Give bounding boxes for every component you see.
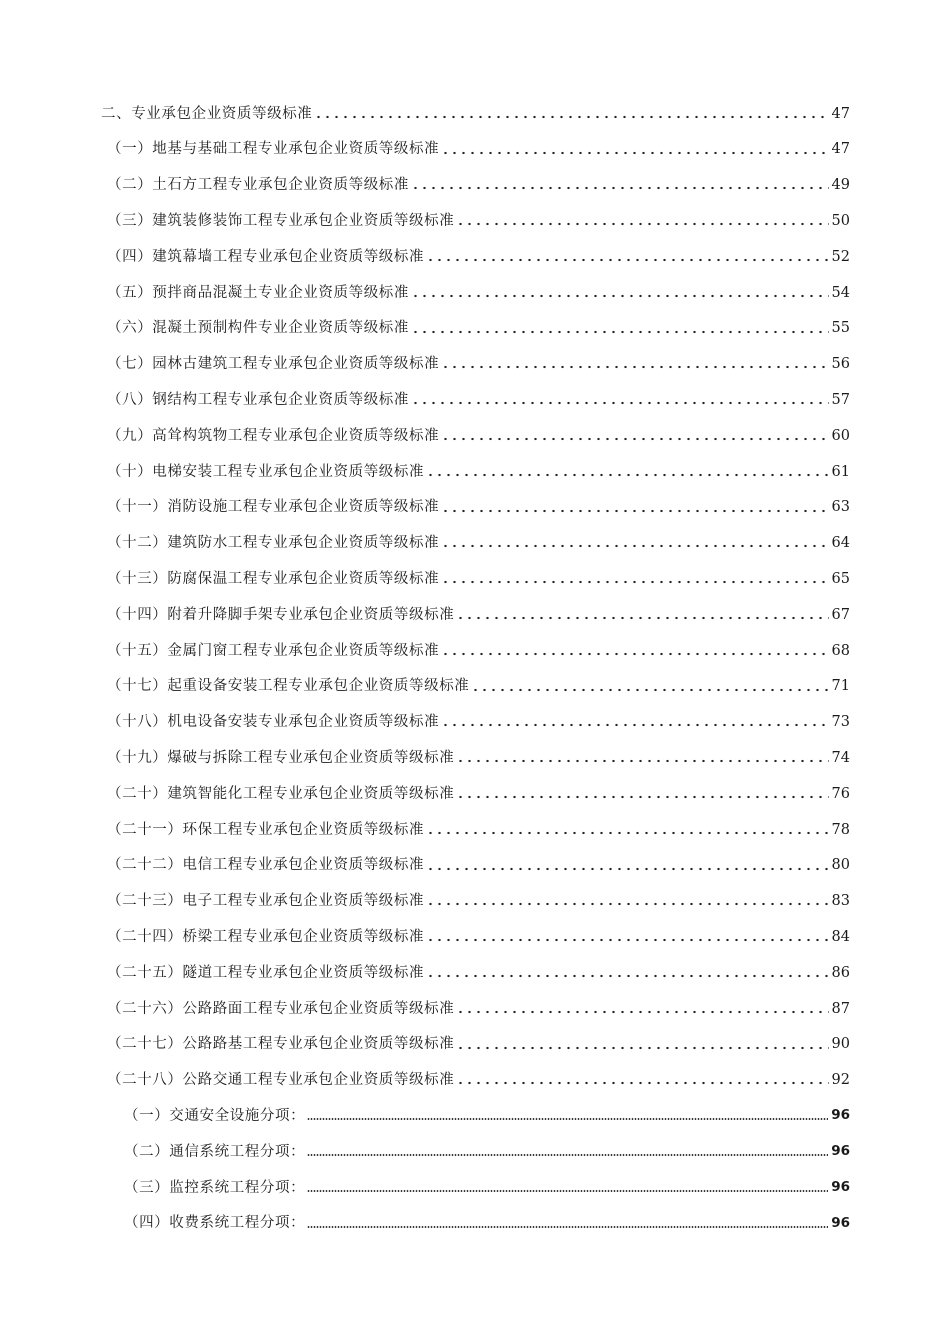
toc-entry-page-number: 64 (831, 535, 850, 552)
toc-entry-page-number: 87 (831, 1000, 850, 1017)
dot-leader (426, 468, 828, 482)
table-of-contents (0, 96, 950, 1242)
toc-entry-page-number: 86 (831, 964, 850, 981)
dot-leader (307, 1112, 828, 1126)
toc-entry[interactable] (0, 955, 950, 991)
toc-entry-page-number: 55 (831, 320, 850, 337)
toc-entry-title: （二十六）公路路面工程专业承包企业资质等级标准 (107, 1000, 455, 1017)
toc-entry[interactable] (0, 275, 950, 311)
dot-leader (441, 432, 828, 446)
toc-entry-page-number: 49 (831, 177, 850, 194)
toc-entry-page-number: 61 (831, 463, 850, 480)
toc-entry[interactable] (0, 526, 950, 562)
dot-leader (411, 181, 829, 195)
toc-entry-title: （十八）机电设备安装专业承包企业资质等级标准 (107, 714, 440, 731)
toc-entry-title: （二）土石方工程专业承包企业资质等级标准 (107, 177, 409, 194)
toc-entry[interactable] (0, 776, 950, 812)
dot-leader (426, 862, 828, 876)
toc-entry-page-number: 78 (831, 821, 850, 838)
toc-entry-title: （四）建筑幕墙工程专业承包企业资质等级标准 (107, 248, 425, 265)
dot-leader (426, 826, 828, 840)
toc-entry[interactable] (0, 561, 950, 597)
toc-entry[interactable] (0, 991, 950, 1027)
dot-leader (426, 897, 828, 911)
toc-entry-title: （二十）建筑智能化工程专业承包企业资质等级标准 (107, 785, 455, 802)
toc-entry-title: （十一）消防设施工程专业承包企业资质等级标准 (107, 499, 440, 516)
toc-entry-title: （二十二）电信工程专业承包企业资质等级标准 (107, 857, 425, 874)
dot-leader (426, 933, 828, 947)
toc-entry[interactable] (0, 812, 950, 848)
toc-entry-title: （十二）建筑防水工程专业承包企业资质等级标准 (107, 535, 440, 552)
toc-entry[interactable] (0, 1170, 950, 1206)
dot-leader (456, 790, 828, 804)
dot-leader (307, 1148, 828, 1162)
toc-entry-title: （二十三）电子工程专业承包企业资质等级标准 (107, 893, 425, 910)
toc-entry-page-number: 96 (831, 1179, 850, 1196)
toc-entry[interactable] (0, 382, 950, 418)
toc-entry-title: （二）通信系统工程分项： (124, 1143, 306, 1160)
toc-entry-title: （二十四）桥梁工程专业承包企业资质等级标准 (107, 928, 425, 945)
toc-entry-page-number: 80 (831, 857, 850, 874)
toc-entry[interactable] (0, 132, 950, 168)
toc-entry-title: （六）混凝土预制构件专业企业资质等级标准 (107, 320, 409, 337)
dot-leader (426, 253, 828, 267)
toc-entry[interactable] (0, 597, 950, 633)
toc-entry-title: （二十七）公路路基工程专业承包企业资质等级标准 (107, 1036, 455, 1053)
toc-entry-page-number: 54 (831, 284, 850, 301)
toc-entry[interactable] (0, 669, 950, 705)
dot-leader (456, 1041, 828, 1055)
dot-leader (307, 1184, 828, 1198)
toc-entry-page-number: 50 (831, 213, 850, 230)
toc-entry-page-number: 67 (831, 606, 850, 623)
toc-entry[interactable] (0, 1098, 950, 1134)
toc-entry-title: （十七）起重设备安装工程专业承包企业资质等级标准 (107, 678, 470, 695)
toc-entry-page-number: 90 (831, 1036, 850, 1053)
dot-leader (426, 969, 828, 983)
toc-entry-page-number: 57 (831, 392, 850, 409)
toc-entry-page-number: 96 (831, 1107, 850, 1124)
toc-entry-title: （九）高耸构筑物工程专业承包企业资质等级标准 (107, 427, 440, 444)
toc-entry[interactable] (0, 705, 950, 741)
toc-entry[interactable] (0, 919, 950, 955)
toc-entry[interactable] (0, 203, 950, 239)
toc-entry-page-number: 83 (831, 893, 850, 910)
dot-leader (441, 539, 828, 553)
toc-entry-page-number: 73 (831, 714, 850, 731)
toc-entry-title: （十五）金属门窗工程专业承包企业资质等级标准 (107, 642, 440, 659)
dot-leader (441, 575, 828, 589)
toc-entry-page-number: 47 (831, 105, 850, 122)
toc-entry-title: （四）收费系统工程分项： (124, 1215, 306, 1232)
toc-entry-page-number: 47 (831, 141, 850, 158)
toc-entry-title: （一）交通安全设施分项： (124, 1107, 306, 1124)
dot-leader (411, 325, 829, 339)
dot-leader (456, 217, 828, 231)
dot-leader (456, 1005, 828, 1019)
toc-entry-page-number: 71 (831, 678, 850, 695)
toc-entry-title: （十）电梯安装工程专业承包企业资质等级标准 (107, 463, 425, 480)
toc-entry[interactable] (0, 239, 950, 275)
toc-entry[interactable] (0, 347, 950, 383)
toc-entry-title: 二、专业承包企业资质等级标准 (101, 105, 313, 122)
toc-entry-page-number: 60 (831, 427, 850, 444)
dot-leader (441, 360, 828, 374)
toc-entry-title: （十三）防腐保温工程专业承包企业资质等级标准 (107, 571, 440, 587)
dot-leader (411, 289, 829, 303)
toc-entry[interactable] (0, 1063, 950, 1099)
dot-leader (314, 110, 828, 124)
toc-entry-title: （二十五）隧道工程专业承包企业资质等级标准 (107, 964, 425, 981)
toc-entry-page-number: 84 (831, 928, 850, 945)
toc-entry[interactable] (0, 848, 950, 884)
toc-entry[interactable] (0, 1134, 950, 1170)
toc-entry[interactable] (0, 96, 950, 132)
toc-entry-title: （十九）爆破与拆除工程专业承包企业资质等级标准 (107, 749, 455, 766)
toc-entry[interactable] (0, 884, 950, 920)
toc-entry-page-number: 65 (831, 571, 850, 587)
dot-leader (411, 396, 829, 410)
dot-leader (441, 504, 828, 518)
toc-entry[interactable] (0, 740, 950, 776)
dot-leader (456, 754, 828, 768)
toc-entry-title: （三）监控系统工程分项： (124, 1179, 306, 1196)
toc-entry[interactable] (0, 311, 950, 347)
toc-entry-title: （三）建筑装修装饰工程专业承包企业资质等级标准 (107, 213, 455, 230)
toc-entry[interactable] (0, 1027, 950, 1063)
toc-entry-page-number: 56 (831, 356, 850, 373)
toc-entry-title: （二十一）环保工程专业承包企业资质等级标准 (107, 821, 425, 838)
toc-entry-title: （一）地基与基础工程专业承包企业资质等级标准 (107, 141, 440, 158)
toc-entry-title: （十四）附着升降脚手架专业承包企业资质等级标准 (107, 606, 455, 623)
toc-entry-page-number: 92 (831, 1072, 850, 1089)
dot-leader (456, 611, 828, 625)
toc-entry-title: （二十八）公路交通工程专业承包企业资质等级标准 (107, 1072, 455, 1089)
toc-entry[interactable] (0, 454, 950, 490)
dot-leader (471, 683, 828, 697)
toc-entry-page-number: 74 (831, 749, 850, 766)
toc-entry[interactable] (0, 418, 950, 454)
toc-entry-title: （五）预拌商品混凝土专业企业资质等级标准 (107, 284, 409, 301)
toc-entry[interactable] (0, 633, 950, 669)
toc-entry-page-number: 96 (831, 1143, 850, 1160)
toc-entry-page-number: 96 (831, 1214, 850, 1231)
toc-entry-page-number: 68 (831, 642, 850, 659)
toc-entry[interactable] (0, 1206, 950, 1242)
toc-entry[interactable] (0, 168, 950, 204)
dot-leader (441, 647, 828, 661)
toc-entry-title: （八）钢结构工程专业承包企业资质等级标准 (107, 392, 409, 409)
toc-entry-title: （七）园林古建筑工程专业承包企业资质等级标准 (107, 356, 440, 373)
dot-leader (441, 718, 828, 732)
dot-leader (456, 1076, 828, 1090)
toc-entry-page-number: 63 (831, 499, 850, 516)
dot-leader (441, 146, 828, 160)
dot-leader (307, 1220, 828, 1234)
toc-entry-page-number: 76 (831, 785, 850, 802)
toc-entry[interactable] (0, 490, 950, 526)
toc-entry-page-number: 52 (831, 248, 850, 265)
